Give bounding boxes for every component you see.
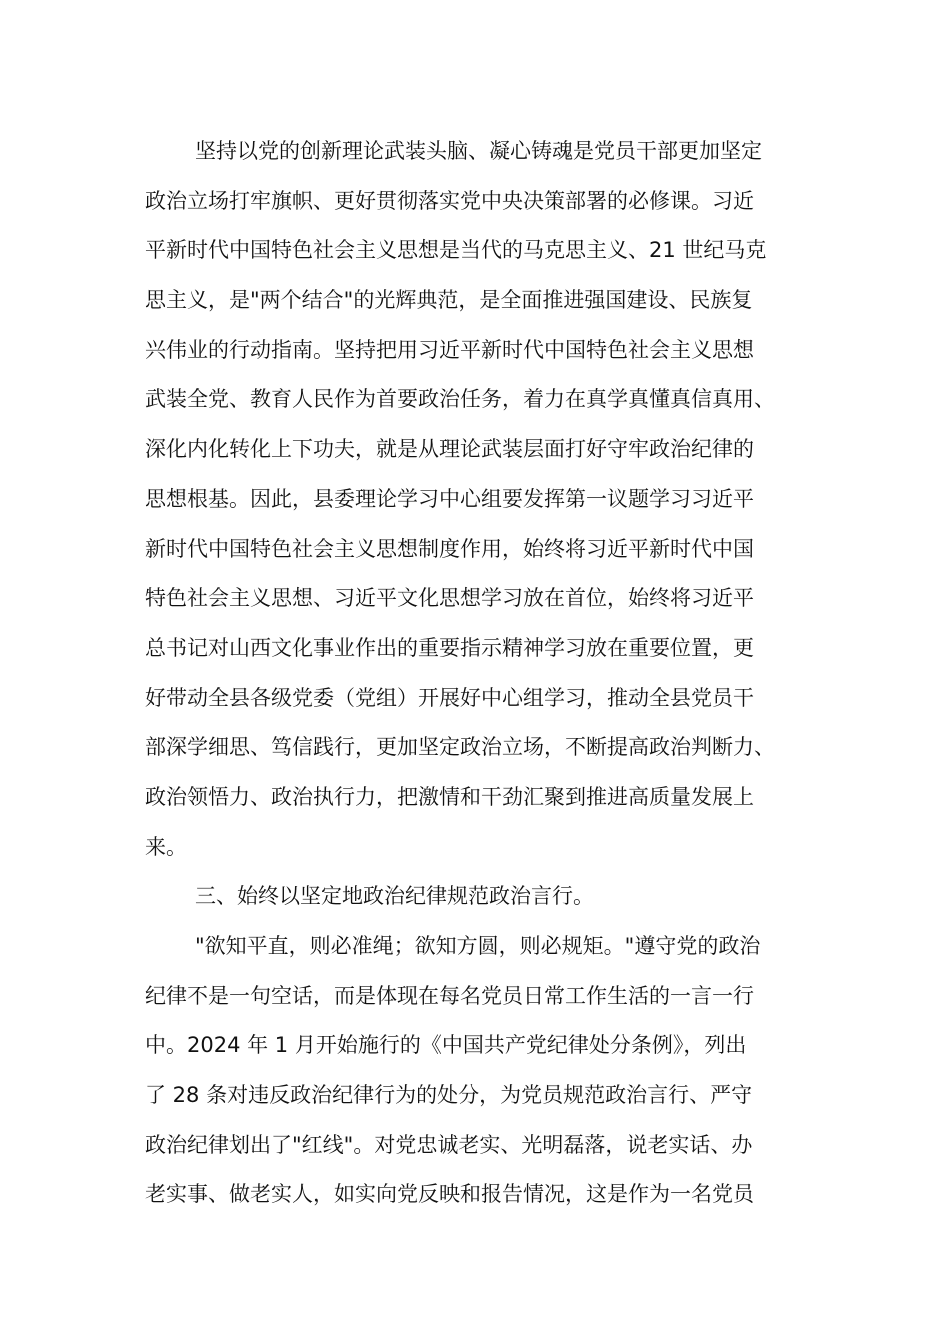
paragraph-1-line-1: 坚持以党的创新理论武装头脑、凝心铸魂是党员干部更加坚定 — [195, 139, 762, 163]
paragraph-1-line-13: 部深学细思、笃信践行，更加坚定政治立场，不断提高政治判断力、 — [145, 735, 775, 760]
paragraph-1-line-6: 武装全党、教育人民作为首要政治任务，着力在真学真懂真信真用、 — [145, 387, 775, 412]
paragraph-2-line-4: 了 28 条对违反政治纪律行为的处分，为党员规范政治言行、严守 — [145, 1083, 753, 1108]
paragraph-2-line-1: "欲知平直，则必准绳；欲知方圆，则必规矩。"遵守党的政治 — [195, 934, 761, 958]
paragraph-2-line-3: 中。2024 年 1 月开始施行的《中国共产党纪律处分条例》，列出 — [145, 1033, 747, 1058]
paragraph-1-line-3: 平新时代中国特色社会主义思想是当代的马克思主义、21 世纪马克 — [145, 238, 767, 263]
paragraph-2-line-5: 政治纪律划出了"红线"。对党忠诚老实、光明磊落，说老实话、办 — [145, 1132, 753, 1157]
paragraph-1-line-2: 政治立场打牢旗帜、更好贯彻落实党中央决策部署的必修课。习近 — [145, 188, 754, 213]
paragraph-1-line-15: 来。 — [145, 834, 187, 859]
paragraph-1-line-11: 总书记对山西文化事业作出的重要指示精神学习放在重要位置，更 — [145, 635, 754, 660]
paragraph-1-line-12: 好带动全县各级党委（党组）开展好中心组学习，推动全县党员干 — [145, 685, 754, 710]
paragraph-1-line-14: 政治领悟力、政治执行力，把激情和干劲汇聚到推进高质量发展上 — [145, 784, 754, 809]
paragraph-1-line-4: 思主义，是"两个结合"的光辉典范，是全面推进强国建设、民族复 — [145, 288, 753, 313]
body-text — [145, 127, 815, 1220]
paragraph-1-line-7: 深化内化转化上下功夫，就是从理论武装层面打好守牢政治纪律的 — [145, 437, 754, 462]
paragraph-2-line-2: 纪律不是一句空话，而是体现在每名党员日常工作生活的一言一行 — [145, 983, 754, 1008]
section-heading: 三、始终以坚定地政治纪律规范政治言行。 — [195, 884, 594, 909]
paragraph-1-line-8: 思想根基。因此，县委理论学习中心组要发挥第一议题学习习近平 — [145, 486, 754, 511]
paragraph-1-line-9: 新时代中国特色社会主义思想制度作用，始终将习近平新时代中国 — [145, 536, 754, 561]
paragraph-2-line-6: 老实事、做老实人，如实向党反映和报告情况，这是作为一名党员 — [145, 1182, 754, 1207]
paragraph-1-line-10: 特色社会主义思想、习近平文化思想学习放在首位，始终将习近平 — [145, 586, 754, 611]
paragraph-1-line-5: 兴伟业的行动指南。坚持把用习近平新时代中国特色社会主义思想 — [145, 337, 754, 362]
